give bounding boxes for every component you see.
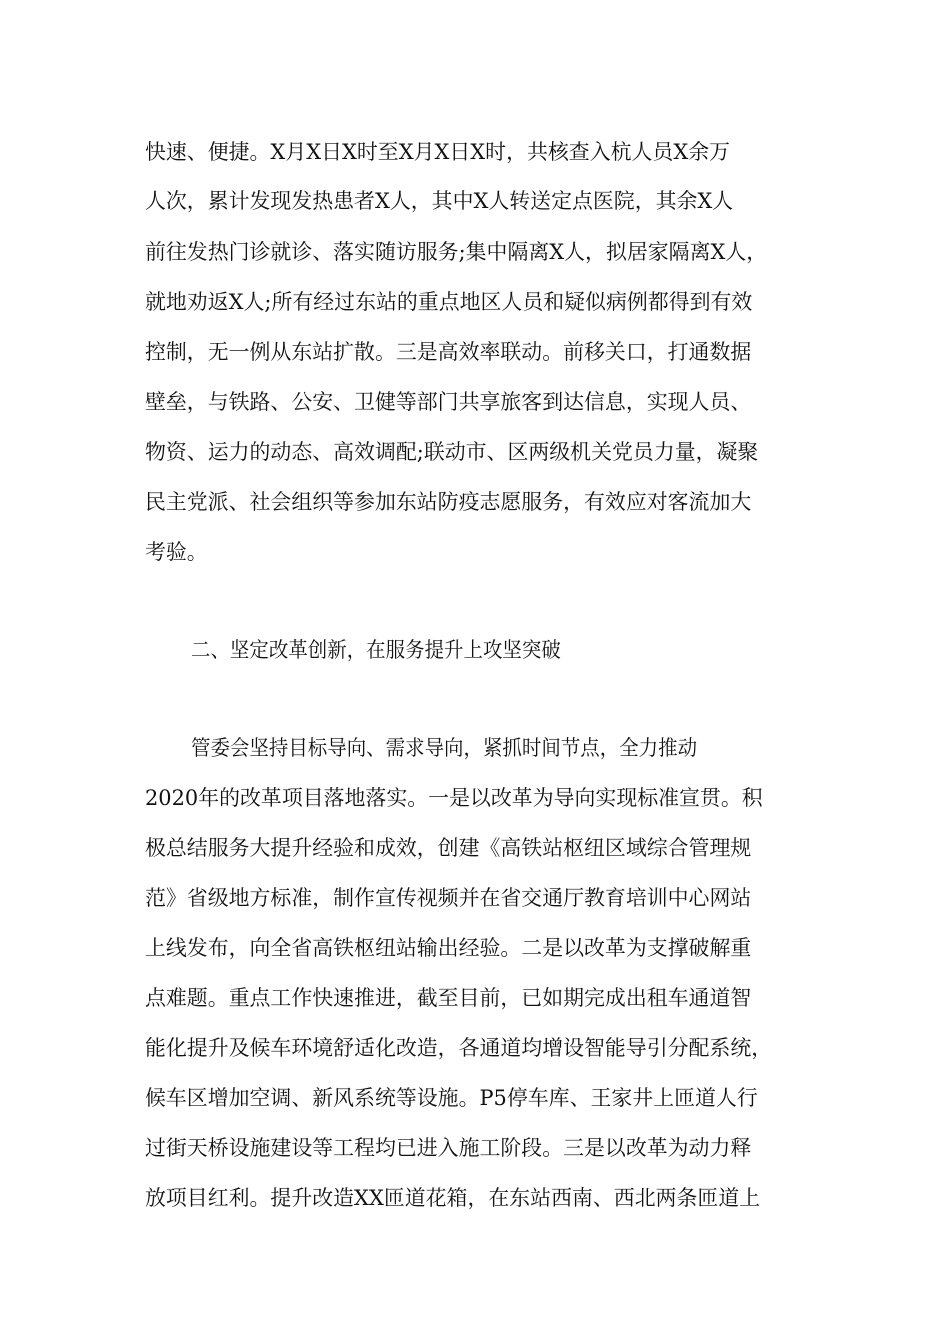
paragraph-1-line-1: 快速、便捷。X月X日X时至X月X日X时，共核查入杭人员X余万 — [145, 140, 731, 164]
paragraph-1-line-7: 物资、运力的动态、高效调配;联动市、区两级机关党员力量，凝聚 — [145, 440, 759, 464]
section-heading: 二、坚定改革创新，在服务提升上攻坚突破 — [191, 638, 561, 662]
paragraph-1-line-6: 壁垒，与铁路、公安、卫健等部门共享旅客到达信息，实现人员、 — [145, 390, 752, 414]
paragraph-2-line-3: 极总结服务大提升经验和成效，创建《高铁站枢纽区域综合管理规 — [145, 836, 752, 860]
paragraph-2-line-8: 候车区增加空调、新风系统等设施。P5停车库、王家井上匝道人行 — [145, 1086, 758, 1110]
paragraph-1-line-3: 前往发热门诊就诊、落实随访服务;集中隔离X人，拟居家隔离X人， — [145, 240, 768, 264]
paragraph-1-line-5: 控制，无一例从东站扩散。三是高效率联动。前移关口，打通数据 — [145, 340, 752, 364]
paragraph-2-line-1: 管委会坚持目标导向、需求导向，紧抓时间节点，全力推动 — [191, 736, 698, 760]
paragraph-2-line-10: 放项目红利。提升改造XX匝道花箱，在东站西南、西北两条匝道上 — [145, 1186, 761, 1210]
paragraph-2-line-9: 过街天桥设施建设等工程均已进入施工阶段。三是以改革为动力释 — [145, 1136, 752, 1160]
paragraph-1-line-9: 考验。 — [145, 540, 208, 564]
paragraph-2-line-7: 能化提升及候车环境舒适化改造，各通道均增设智能导引分配系统， — [145, 1036, 773, 1060]
paragraph-2-line-2: 2020年的改革项目落地落实。一是以改革为导向实现标准宣贯。积 — [145, 786, 763, 810]
paragraph-1-line-4: 就地劝返X人;所有经过东站的重点地区人员和疑似病例都得到有效 — [145, 290, 753, 314]
paragraph-2-line-4: 范》省级地方标准，制作宣传视频并在省交通厅教育培训中心网站 — [145, 886, 752, 910]
paragraph-1-line-2: 人次，累计发现发热患者X人，其中X人转送定点医院，其余X人 — [145, 189, 734, 213]
paragraph-1-line-8: 民主党派、社会组织等参加东站防疫志愿服务，有效应对客流加大 — [145, 490, 752, 514]
paragraph-2-line-6: 点难题。重点工作快速推进，截至目前，已如期完成出租车通道智 — [145, 986, 752, 1010]
paragraph-2-line-5: 上线发布，向全省高铁枢纽站输出经验。二是以改革为支撑破解重 — [145, 936, 752, 960]
